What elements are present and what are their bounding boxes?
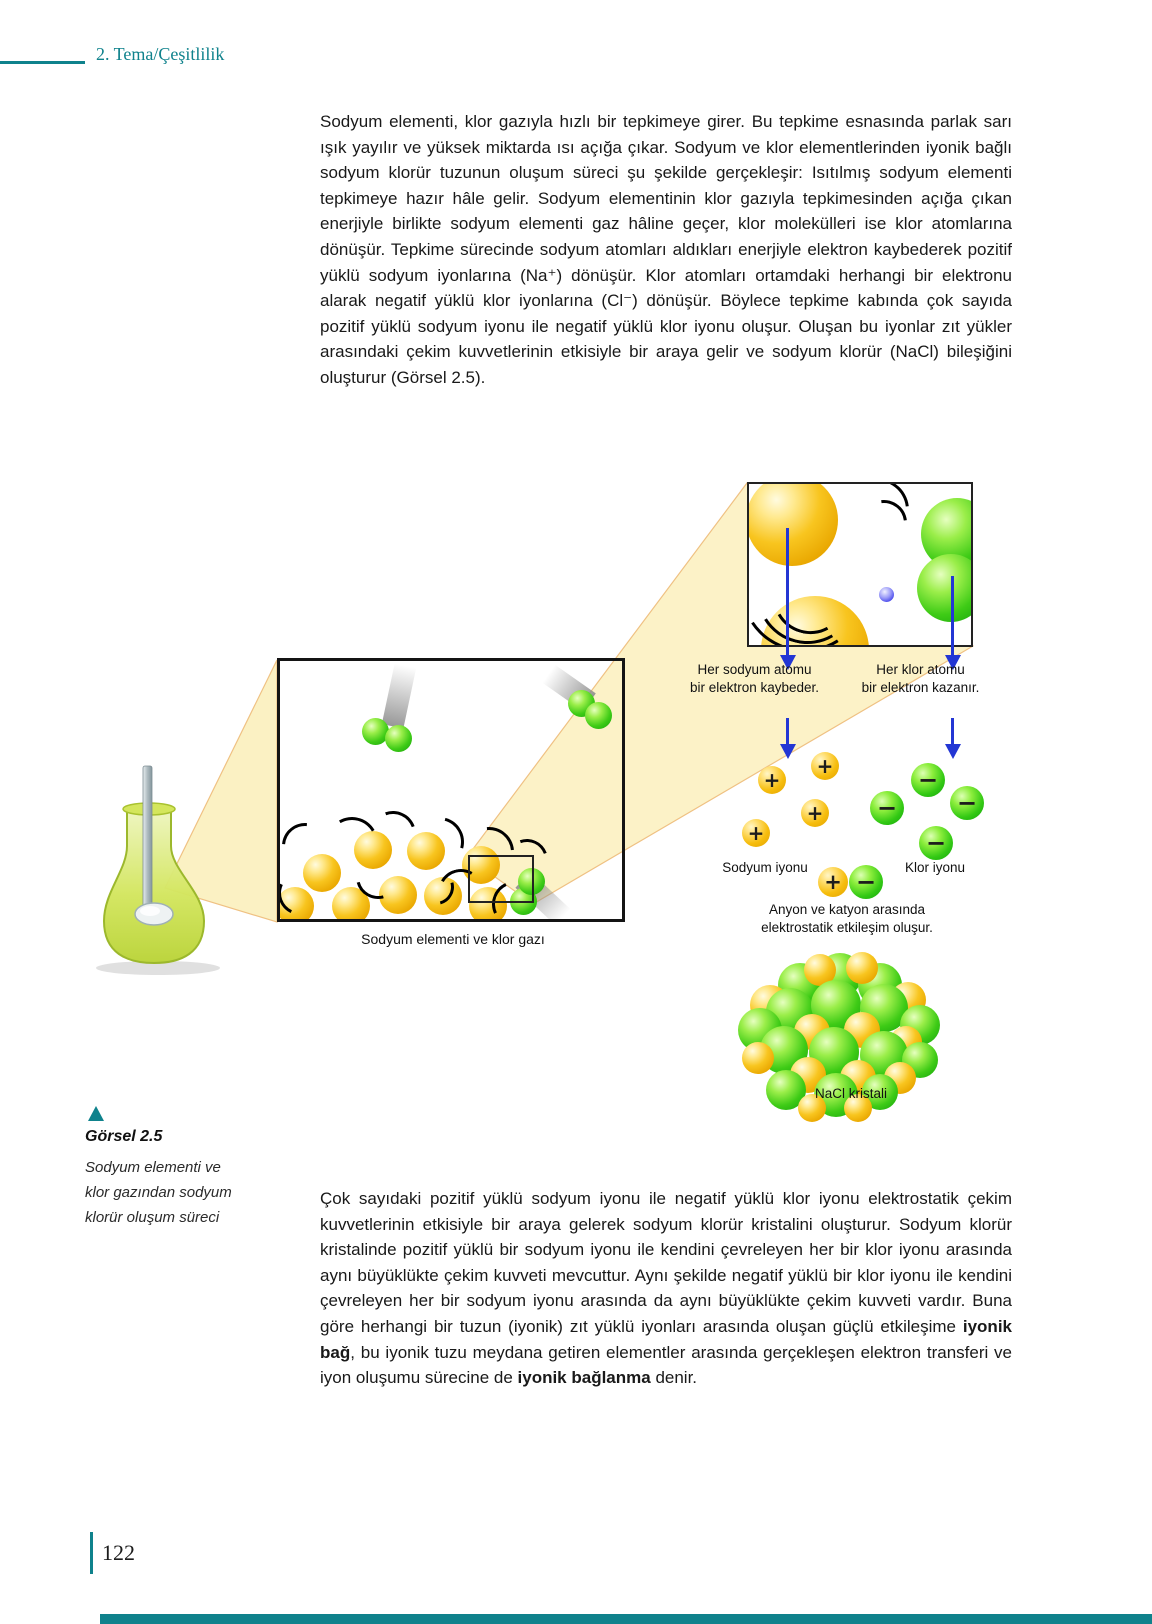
chlorine-molecule-atom (585, 702, 612, 729)
page-number: 122 (102, 1540, 135, 1565)
minus-sign: − (855, 868, 877, 896)
electron-transfer-arrow (786, 528, 789, 656)
plus-sign: + (747, 821, 765, 845)
plus-sign: + (763, 768, 781, 792)
reaction-container-box (277, 658, 625, 922)
electrostatic-note-line2: elektrostatik etkileşim oluşur. (761, 920, 933, 935)
container-caption: Sodyum elementi ve klor gazı (361, 931, 545, 947)
zoom-selection-square (468, 855, 534, 903)
caption-triangle-marker (88, 1106, 104, 1121)
chlorine-atom-label-line2: bir elektron kazanır. (861, 679, 980, 695)
figure-caption-line3: klorür oluşum süreci (85, 1209, 220, 1226)
paragraph-ionic-bond: Çok sayıdaki pozitif yüklü sodyum iyonu ile negatif yüklü klor iyonu elektrostatik çekim kuvvetlerinin etkisiyle bir araya gelerek sodyum klorür kristalini oluşturur. Sodyum klorür kristalinde pozitif yüklü bir sodyum iyonu ile kendini çevreleyen her bir klor iyonu arasında aynı büyüklükte çekim kuvveti mevcuttur. Aynı şekilde negatif yüklü bir klor iyonu ile kendini çevreleyen her bir sodyum iyonu arasında da aynı büyüklükte çekim kuvveti vardır. Buna göre herhangi bir tuzun (iyonik) zıt yüklü iyonları arasında oluşan güçlü etkileşime iyonik bağ, bu iyonik tuzu meydana getiren elementler arasında gerçekleşen elektron transferi ve iyon oluşumu sürecine de iyonik bağlanma denir. (320, 1189, 1012, 1388)
figure-caption-title: Görsel 2.5 (85, 1128, 163, 1145)
minus-sign: − (956, 789, 978, 817)
atom-detail-box (747, 482, 973, 647)
electron (879, 587, 894, 602)
chlorine-atom-label (818, 661, 1023, 696)
plus-sign: + (806, 801, 824, 825)
chloride-ion (911, 763, 945, 797)
to-ion-arrow (786, 718, 789, 745)
paragraph-intro: Sodyum elementi, klor gazıyla hızlı bir tepkimeye girer. Bu tepkime esnasında parlak sarı ışık yayılır ve yüksek miktarda ısı açığa çıkar. Sodyum ve klor elementlerinden iyonik bağlı sodyum klorür tuzunun oluşum süreci şu şekilde gerçekleşir: Isıtılmış sodyum elementi tepkimeye hazır hâle gelir. Sodyum elementinin klor gazıyla tepkimesinden açığa çıkan enerjiyle birlikte sodyum elementi gaz hâline geçer, klor molekülleri ise klor atomlarına dönüşür. Tepkime sürecinde sodyum atomları aldıkları enerjiyle elektron kaybederek pozitif yüklü sodyum iyonlarına (Na⁺) dönüşür. Klor atomları ortamdaki herhangi bir elektronu alarak negatif yüklü klor iyonlarına (Cl⁻) dönüşür. Böylece tepkime kabında çok sayıda pozitif yüklü sodyum iyonu ile negatif yüklü klor iyonu oluşur. Oluşan bu iyonlar zıt yükler arasındaki çekim kuvvetlerinin etkisiyle bir araya gelir ve sodyum klorür (NaCl) bileşiğini oluşturur (Görsel 2.5). (320, 112, 1012, 387)
sodium-ion (811, 752, 839, 780)
to-ion-arrow (951, 718, 954, 745)
minus-sign: − (925, 829, 947, 857)
crystal-sodium-sphere (846, 952, 878, 984)
figure-caption-line1: Sodyum elementi ve (85, 1159, 221, 1176)
figure-caption-line2: klor gazından sodyum (85, 1184, 232, 1201)
chloride-ion-paired (849, 865, 883, 899)
chloride-ion (919, 826, 953, 860)
sodium-ion (742, 819, 770, 847)
stirring-rod (143, 766, 152, 908)
chlorine-atom-label-line1: Her klor atomu (876, 662, 965, 677)
sodium-ion (801, 799, 829, 827)
footer-accent-bar (100, 1614, 1152, 1624)
chloride-ion (950, 786, 984, 820)
plus-sign: + (816, 754, 834, 778)
arrowhead (945, 744, 961, 759)
page-number-rule (90, 1532, 93, 1574)
flask-body (104, 809, 204, 963)
electrostatic-note-line1: Anyon ve katyon arasında (768, 902, 926, 917)
sodium-ion-label: Sodyum iyonu (722, 860, 808, 875)
sodium-ion-paired (818, 867, 848, 897)
minus-sign: − (876, 794, 898, 822)
crystal-sodium-sphere (742, 1042, 774, 1074)
minus-sign: − (917, 766, 939, 794)
sodium-atom-label-line2: bir elektron kaybeder. (689, 679, 820, 695)
electrostatic-note (727, 901, 967, 937)
sodium-piece-highlight (140, 906, 160, 916)
chlorine-atom-large (917, 554, 973, 622)
plus-sign: + (824, 870, 842, 894)
chapter-header: 2. Tema/Çeşitlilik (96, 44, 225, 64)
arrowhead (780, 744, 796, 759)
electron-transfer-arrow (951, 576, 954, 656)
sodium-atom-label-line1: Her sodyum atomu (697, 662, 812, 677)
gas-motion-trail (382, 663, 416, 728)
sodium-ion (758, 766, 786, 794)
chlorine-molecule-atom (385, 725, 412, 752)
chloride-ion (870, 791, 904, 825)
nacl-crystal-label: NaCl kristali (814, 1086, 887, 1101)
figure-caption-text (85, 1155, 232, 1230)
chloride-ion-label: Klor iyonu (904, 860, 966, 875)
